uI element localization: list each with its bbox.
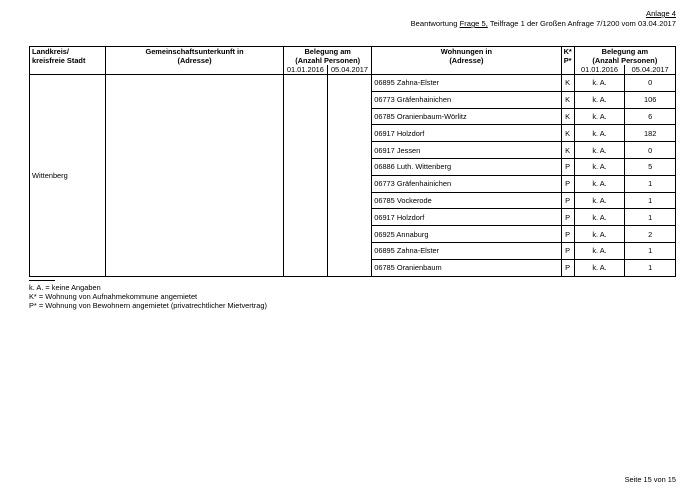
- header-belegung-2-sub: (Anzahl Personen): [574, 56, 675, 65]
- data-table: [29, 46, 676, 277]
- kp-cell: K: [561, 108, 574, 125]
- header-wohnungen-blank: [372, 65, 561, 75]
- header-date-4: 05.04.2017: [625, 65, 676, 75]
- table-row: [30, 75, 676, 92]
- belegung-2016-cell: k. A.: [574, 158, 625, 175]
- wohnung-cell: 06917 Jessen: [372, 142, 561, 159]
- belegung-2017-cell: 0: [625, 142, 676, 159]
- belegung-2017-cell: 2: [625, 226, 676, 243]
- belegung-2017-cell: 1: [625, 175, 676, 192]
- wohnung-cell: 06773 Gräfenhainichen: [372, 175, 561, 192]
- wohnung-cell: 06925 Annaburg: [372, 226, 561, 243]
- header-landkreis-blank: [30, 65, 106, 75]
- header-date-1: 01.01.2016: [284, 65, 328, 75]
- belegung-cell-1: [284, 75, 328, 277]
- belegung-2017-cell: 182: [625, 125, 676, 142]
- header-landkreis: Landkreis/: [30, 47, 106, 57]
- wohnung-cell: 06917 Holzdorf: [372, 209, 561, 226]
- belegung-2017-cell: 6: [625, 108, 676, 125]
- wohnung-cell: 06785 Vockerode: [372, 192, 561, 209]
- document-heading: [411, 19, 676, 29]
- header-gu: Gemeinschaftsunterkunft in: [105, 47, 283, 57]
- footnote-p: P* = Wohnung von Bewohnern angemietet (privatrechtlicher Mietvertrag): [29, 301, 267, 310]
- gu-cell: [105, 75, 283, 277]
- heading-prefix: Beantwortung: [410, 19, 460, 28]
- header-wohnungen: Wohnungen in: [372, 47, 561, 57]
- kp-cell: K: [561, 75, 574, 92]
- belegung-2017-cell: 0: [625, 75, 676, 92]
- belegung-2016-cell: k. A.: [574, 242, 625, 259]
- belegung-2016-cell: k. A.: [574, 209, 625, 226]
- header-row-2: [30, 56, 676, 65]
- belegung-2016-cell: k. A.: [574, 259, 625, 276]
- header-belegung-sub: (Anzahl Personen): [284, 56, 372, 65]
- kp-cell: K: [561, 125, 574, 142]
- belegung-2017-cell: 1: [625, 192, 676, 209]
- wohnung-cell: 06895 Zahna-Elster: [372, 242, 561, 259]
- page-number: Seite 15 von 15: [624, 475, 676, 484]
- belegung-2016-cell: k. A.: [574, 91, 625, 108]
- header-date-2: 05.04.2017: [327, 65, 372, 75]
- kp-cell: P: [561, 192, 574, 209]
- kp-cell: P: [561, 226, 574, 243]
- belegung-2017-cell: 1: [625, 209, 676, 226]
- belegung-2016-cell: k. A.: [574, 108, 625, 125]
- wohnung-cell: 06917 Holzdorf: [372, 125, 561, 142]
- kp-cell: K: [561, 91, 574, 108]
- wohnung-cell: 06895 Zahna-Elster: [372, 75, 561, 92]
- header-k: K*: [561, 47, 574, 57]
- header-belegung-2: Belegung am: [574, 47, 675, 57]
- footnote-ka: k. A. = keine Angaben: [29, 283, 101, 292]
- wohnung-cell: 06773 Gräfenhainichen: [372, 91, 561, 108]
- belegung-2017-cell: 106: [625, 91, 676, 108]
- kp-cell: P: [561, 259, 574, 276]
- landkreis-cell: Wittenberg: [30, 75, 106, 277]
- belegung-2017-cell: 5: [625, 158, 676, 175]
- belegung-2017-cell: 1: [625, 259, 676, 276]
- belegung-2016-cell: k. A.: [574, 142, 625, 159]
- table-body: [30, 75, 676, 277]
- header-kp-blank: [561, 65, 574, 75]
- footnotes: [29, 280, 267, 310]
- header-row-1: [30, 47, 676, 57]
- belegung-2016-cell: k. A.: [574, 175, 625, 192]
- kp-cell: K: [561, 142, 574, 159]
- footnote-rule: [29, 280, 55, 281]
- belegung-cell-2: [327, 75, 372, 277]
- header-wohnungen-sub: (Adresse): [372, 56, 561, 65]
- header-p: P*: [561, 56, 574, 65]
- belegung-2016-cell: k. A.: [574, 75, 625, 92]
- header-gu-sub: (Adresse): [105, 56, 283, 65]
- wohnung-cell: 06886 Luth. Wittenberg: [372, 158, 561, 175]
- header-row-3: [30, 65, 676, 75]
- kp-cell: P: [561, 158, 574, 175]
- heading-frage: Frage 5,: [459, 19, 488, 28]
- header-date-3: 01.01.2016: [574, 65, 625, 75]
- belegung-2017-cell: 1: [625, 242, 676, 259]
- footnote-k: K* = Wohnung von Aufnahmekommune angemietet: [29, 292, 198, 301]
- wohnung-cell: 06785 Oranienbaum: [372, 259, 561, 276]
- header-gu-blank: [105, 65, 283, 75]
- kp-cell: P: [561, 242, 574, 259]
- header-belegung: Belegung am: [284, 47, 372, 57]
- kp-cell: P: [561, 209, 574, 226]
- anlage-label: Anlage 4: [646, 9, 676, 18]
- belegung-2016-cell: k. A.: [574, 226, 625, 243]
- heading-suffix: Teilfrage 1 der Großen Anfrage 7/1200 vom 03.04.2017: [487, 19, 676, 28]
- belegung-2016-cell: k. A.: [574, 192, 625, 209]
- header-landkreis-sub: kreisfreie Stadt: [30, 56, 106, 65]
- wohnung-cell: 06785 Oranienbaum-Wörlitz: [372, 108, 561, 125]
- belegung-2016-cell: k. A.: [574, 125, 625, 142]
- kp-cell: P: [561, 175, 574, 192]
